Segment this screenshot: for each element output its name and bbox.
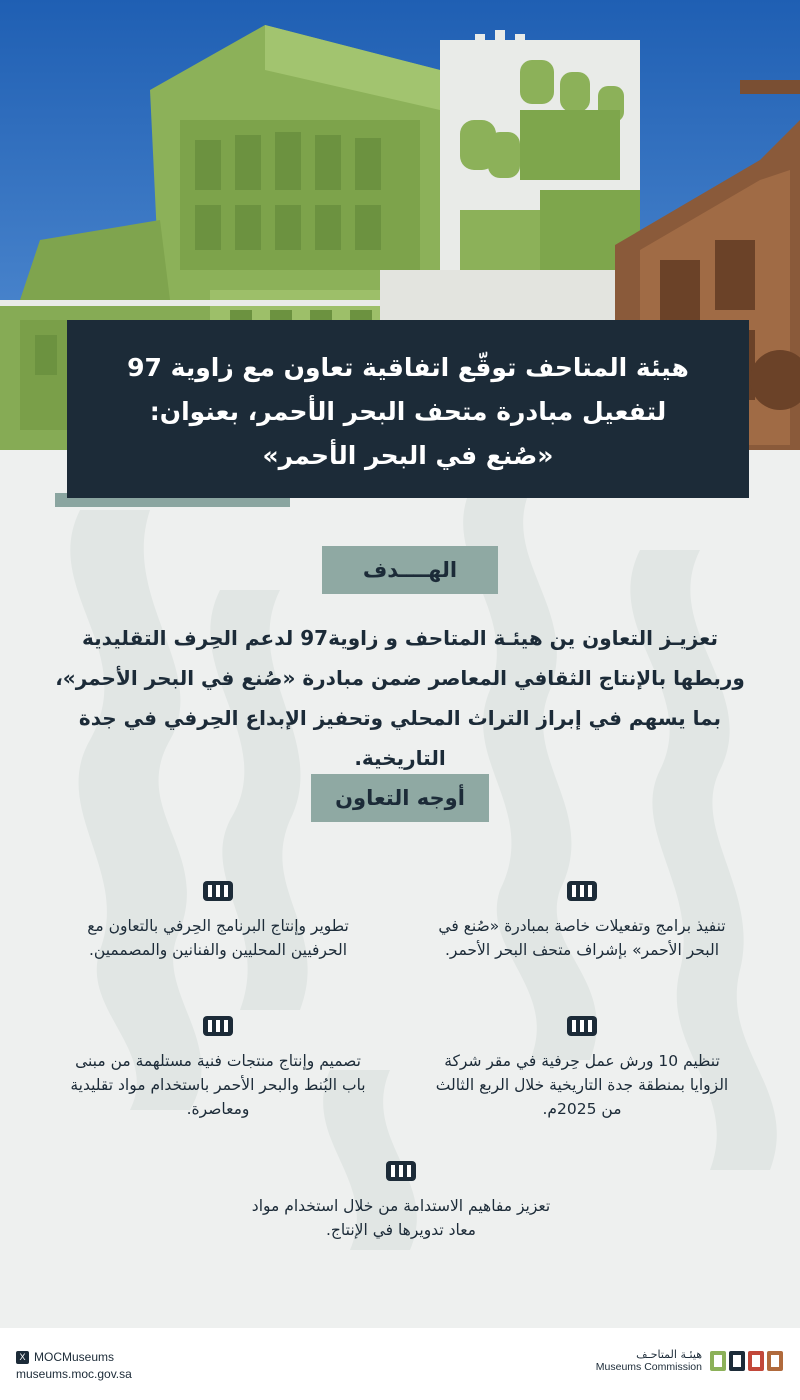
social-handle-link[interactable] bbox=[16, 1350, 132, 1364]
goal-text: تعزيـز التعاون ين هيئـة المتاحف و زاوية97 لدعم الحِرف التقليدية وربطها بالإنتاج الثقافي المعاصر ضمن مبادرة «صُنع في البحر الأحمر»، بما يسهم في إبراز التراث المحلي وتحفيز الإبداع الحِرفي في جدة التاريخية. bbox=[55, 626, 745, 770]
cooperation-item-text: تنفيذ برامج وتفعيلات خاصة بمبادرة «صُنع في البحر الأحمر» بإشراف متحف البحر الأحمر. bbox=[438, 917, 726, 959]
social-handle: MOCMuseums bbox=[34, 1350, 115, 1364]
website-link[interactable]: museums.moc.gov.sa bbox=[16, 1367, 132, 1381]
cooperation-item bbox=[66, 880, 370, 962]
cooperation-heading: أوجه التعاون bbox=[311, 774, 489, 822]
footer bbox=[0, 1328, 800, 1400]
cooperation-item bbox=[430, 1015, 734, 1121]
footer-contact bbox=[16, 1350, 132, 1381]
brand-block bbox=[596, 1348, 784, 1373]
gate-icon bbox=[566, 1015, 598, 1037]
goal-heading: الهــــدف bbox=[322, 546, 498, 594]
cooperation-item bbox=[246, 1160, 556, 1242]
title-line-3: «صُنع في البحر الأحمر» bbox=[262, 441, 554, 470]
cooperation-item-text: تعزيز مفاهيم الاستدامة من خلال استخدام مواد معاد تدويرها في الإنتاج. bbox=[251, 1197, 551, 1239]
title-line-1: هيئة المتاحف توقّع اتفاقية تعاون مع زاوية 97 bbox=[127, 353, 689, 382]
cooperation-item-text: تطوير وإنتاج البرنامج الحِرفي بالتعاون مع الحرفيين المحليين والفنانين والمصممين. bbox=[87, 917, 349, 959]
cooperation-item bbox=[66, 1015, 370, 1121]
title-card bbox=[67, 320, 749, 498]
brand-name-english: Museums Commission bbox=[595, 1361, 702, 1373]
cooperation-item-text: تنظيم 10 ورش عمل حِرفية في مقر شركة الزوايا بمنطقة جدة التاريخية خلال الربع الثالث من 2025م. bbox=[435, 1052, 729, 1118]
gate-icon bbox=[202, 1015, 234, 1037]
brand-text bbox=[596, 1348, 702, 1373]
gate-icon bbox=[385, 1160, 417, 1182]
title-line-2: لتفعيل مبادرة متحف البحر الأحمر، بعنوان: bbox=[149, 397, 667, 426]
museums-commission-logo bbox=[710, 1349, 784, 1373]
gate-icon bbox=[566, 880, 598, 902]
cooperation-item-text: تصميم وإنتاج منتجات فنية مستلهمة من مبنى باب البُنط والبحر الأحمر باستخدام مواد تقليدية ومعاصرة. bbox=[70, 1052, 366, 1118]
gate-icon bbox=[202, 880, 234, 902]
cooperation-item bbox=[430, 880, 734, 962]
x-logo-icon: X bbox=[16, 1351, 29, 1364]
brand-name-arabic: هيئـة المتاحـف bbox=[636, 1348, 702, 1361]
